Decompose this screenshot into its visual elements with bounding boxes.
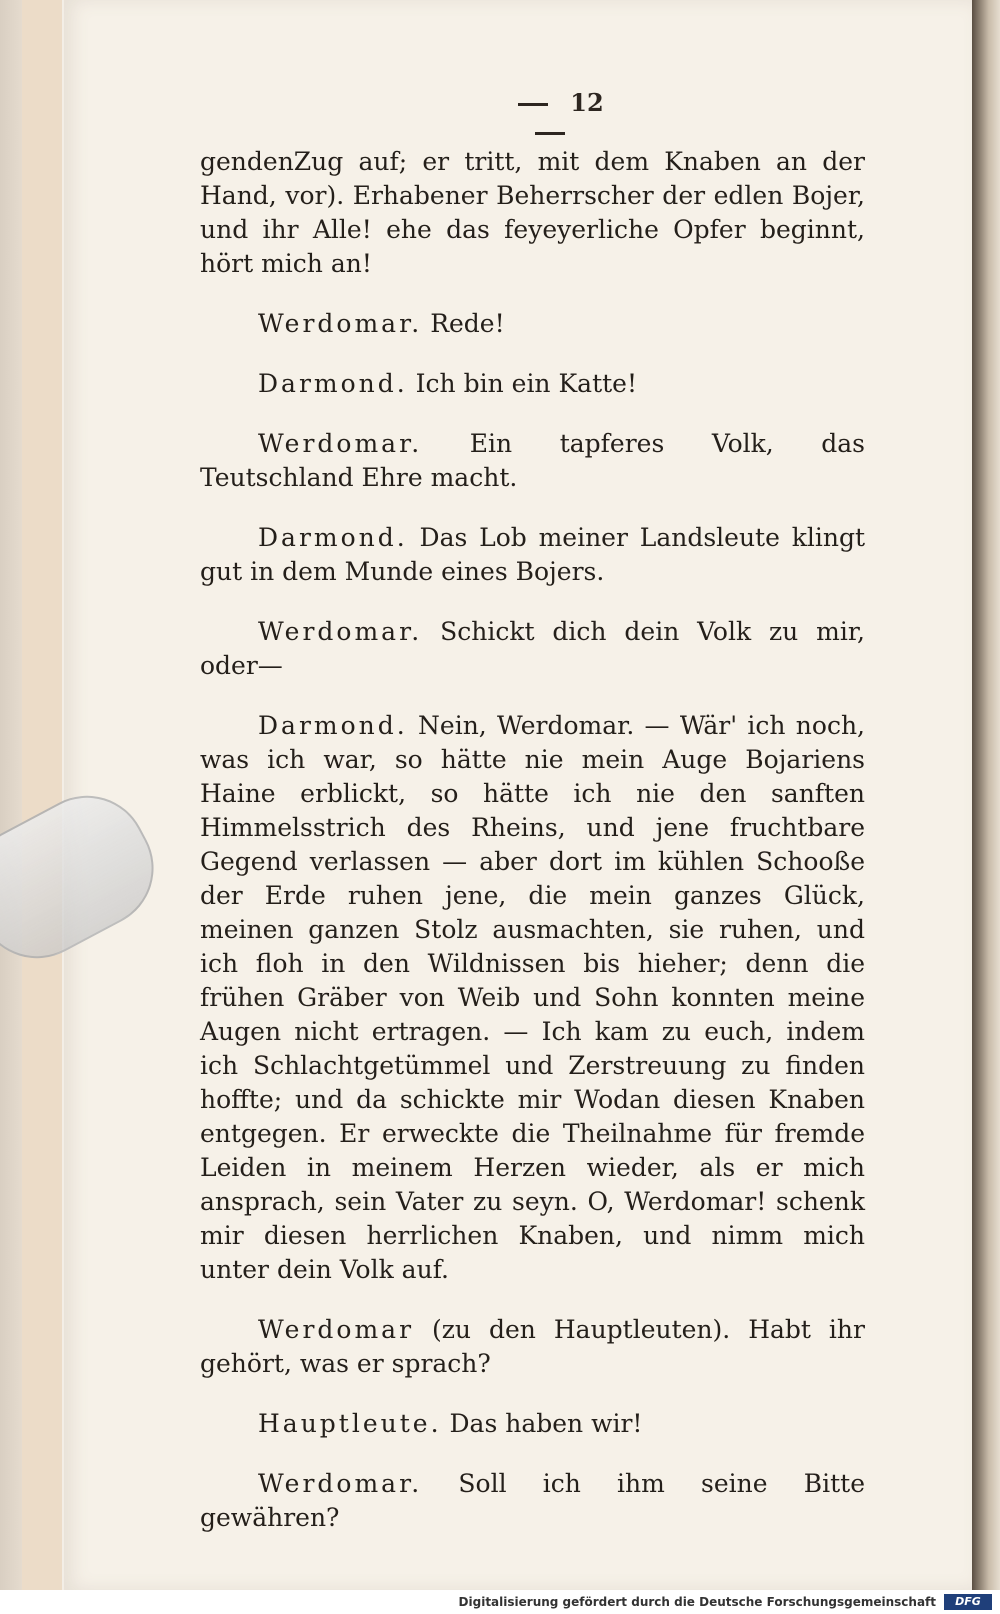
paragraph bbox=[200, 367, 865, 401]
paragraph-text: Ich bin ein Katte! bbox=[415, 369, 637, 398]
paragraph-text: Soll ich ihm seine Bitte gewähren? bbox=[200, 1469, 865, 1532]
footer-bar bbox=[0, 1590, 1000, 1614]
paragraph-text: Rede! bbox=[430, 309, 505, 338]
paragraph bbox=[200, 1313, 865, 1381]
speaker-name: Darmond. bbox=[258, 369, 408, 398]
speaker-name: Hauptleute. bbox=[258, 1409, 442, 1438]
speaker-name: Darmond. bbox=[258, 523, 408, 552]
paragraph bbox=[200, 145, 865, 281]
header-dash-right bbox=[535, 132, 565, 135]
speaker-name: Werdomar. bbox=[258, 1469, 423, 1498]
paragraph bbox=[200, 1467, 865, 1535]
speaker-name: Darmond. bbox=[258, 711, 408, 740]
speaker-name: Werdomar. bbox=[258, 617, 423, 646]
paragraph-text: Schickt dich dein Volk zu mir, oder— bbox=[200, 617, 866, 680]
paragraph bbox=[200, 521, 865, 589]
page-body bbox=[200, 145, 865, 1561]
paragraph-text: Nein, Werdomar. — Wär' ich noch, was ich war, so hätte nie mein Auge Bojariens Haine erblickt, so hätte ich nie den sanften Himmelsstrich des Rheins, und jene fruchtbare Gegend verlassen — aber dort im kühlen Schooße der Erde ruhen jene, die mein ganzes Glück, meinen ganzen Stolz ausmachten, sie ruhen, und ich floh in den Wildnissen bis hieher; denn die frühen Gräber von Weib und Sohn konnten meine Augen nicht ertragen. — Ich kam zu euch, indem ich Schlachtgetümmel und Zerstreuung zu finden hoffte; und da schickte mir Wodan diesen Knaben entgegen. Er erweckte die Theilnahme für fremde Leiden in meinem Herzen wieder, als er mich ansprach, sein Vater zu seyn. O, Werdomar! schenk mir diesen herrlichen Knaben, und nimm mich unter dein Volk auf. bbox=[200, 711, 866, 1284]
book-edge-right bbox=[972, 0, 1000, 1590]
speaker-name: Werdomar. bbox=[258, 429, 423, 458]
paragraph-text: Das haben wir! bbox=[449, 1409, 643, 1438]
paragraph-text: Ein tapferes Volk, das Teutschland Ehre macht. bbox=[200, 429, 866, 492]
paragraph-text: Das Lob meiner Landsleute klingt gut in dem Munde eines Bojers. bbox=[200, 523, 865, 586]
paragraph bbox=[200, 615, 865, 683]
paragraph-text: (zu den Hauptleuten). Habt ihr gehört, was er sprach? bbox=[200, 1315, 865, 1378]
footer-credit: Digitalisierung gefördert durch die Deutsche Forschungsgemeinschaft bbox=[458, 1595, 936, 1609]
paragraph bbox=[200, 709, 865, 1287]
paragraph bbox=[200, 1407, 865, 1441]
paragraph bbox=[200, 307, 865, 341]
book-board-left bbox=[22, 0, 62, 1590]
paragraph bbox=[200, 427, 865, 495]
speaker-name: Werdomar bbox=[258, 1315, 415, 1344]
dfg-logo: DFG bbox=[944, 1594, 992, 1610]
paragraph-text: gendenZug auf; er tritt, mit dem Knaben an der Hand, vor). Erhabener Beherrscher der edlen Bojer, und ihr Alle! ehe das feyeyerliche Opfer beginnt, hört mich an! bbox=[200, 147, 865, 278]
speaker-name: Werdomar. bbox=[258, 309, 423, 338]
header-dash-left bbox=[518, 103, 548, 106]
page-header bbox=[460, 88, 640, 118]
page-number: 12 bbox=[570, 88, 604, 117]
